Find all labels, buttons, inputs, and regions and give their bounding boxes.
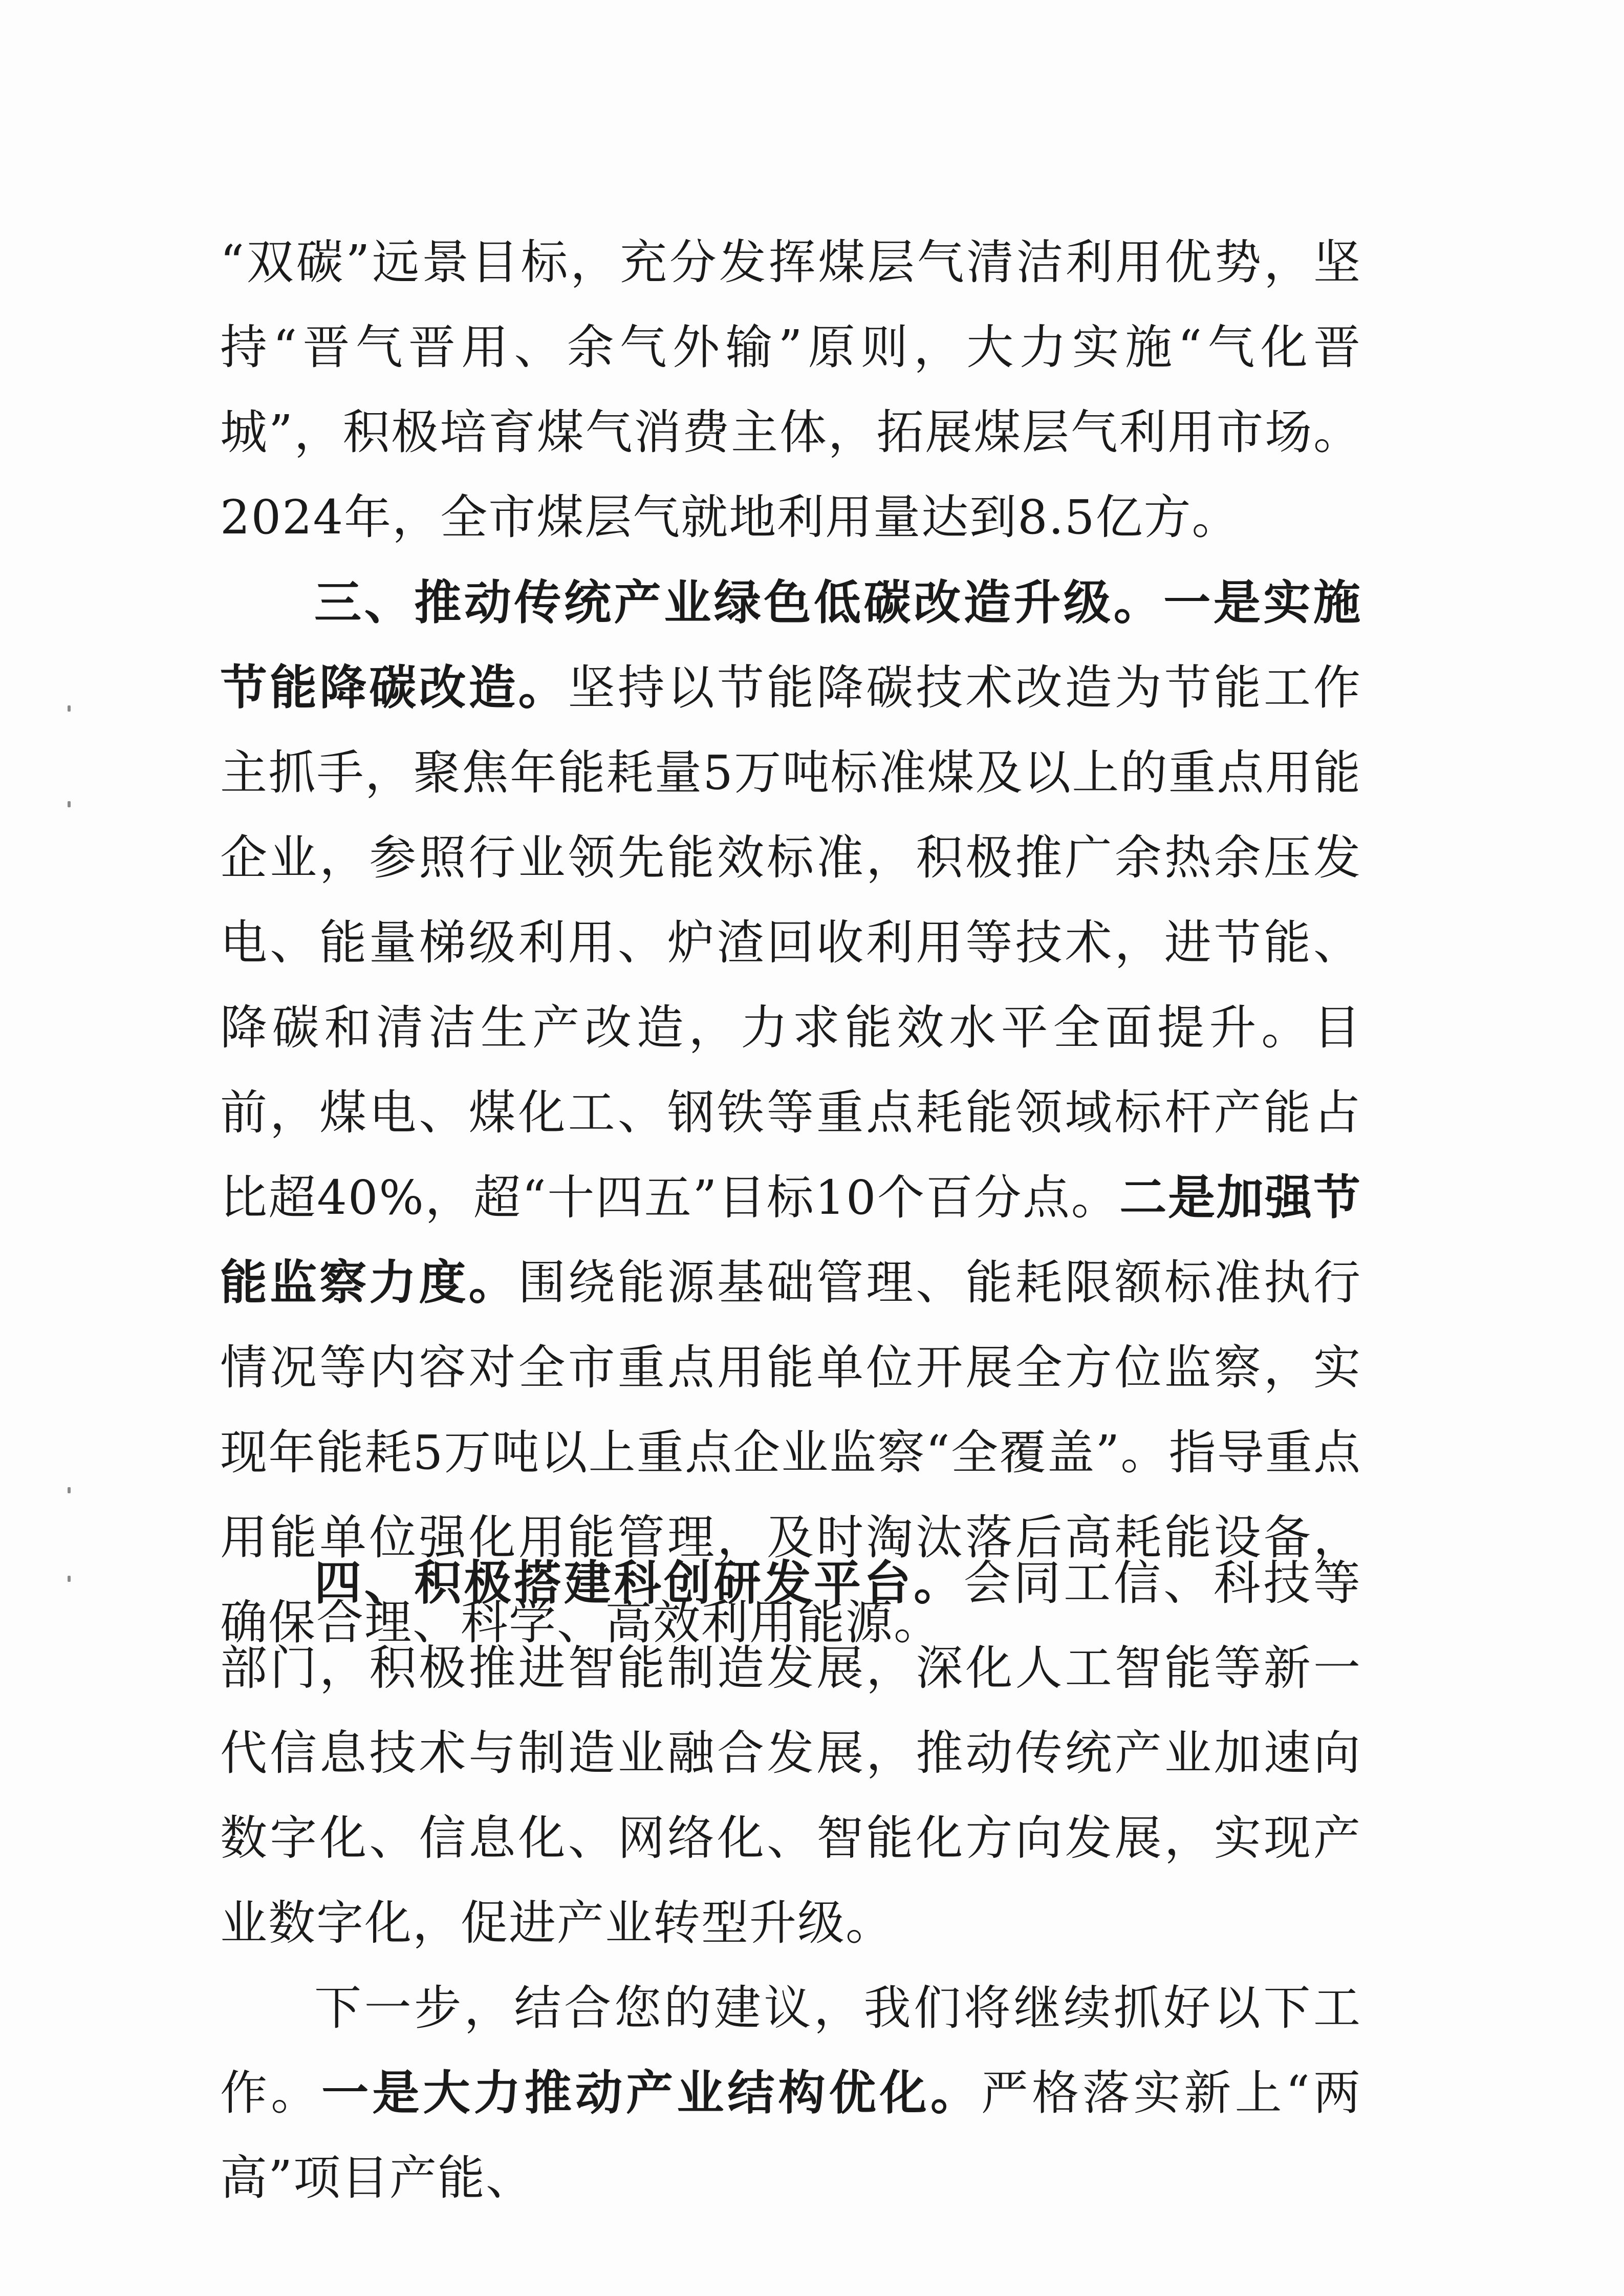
- item-label-energy-saving: 一是实施节能降碳改造。: [220, 575, 1361, 715]
- scan-speck: [68, 705, 71, 712]
- scan-speck: [68, 801, 71, 807]
- scan-speck: [68, 1576, 71, 1582]
- item-text-supervision: 围绕能源基础管理、能耗限额标准执行情况等内容对全市重点用能单位开展全方位监察，实现年能耗5万吨以上重点企业监察“全覆盖”。指导重点用能单位强化用能管理，及时淘汰落后高耗能设备，确保合理、科学、高效利用能源。: [220, 1255, 1361, 1650]
- item-text-energy-saving: 坚持以节能降碳技术改造为节能工作主抓手，聚焦年能耗量5万吨标准煤及以上的重点用能企业，参照行业领先能效标准，积极推广余热余压发电、能量梯级利用、炉渣回收利用等技术，进节能、降碳和清洁生产改造，力求能效水平全面提升。目前，煤电、煤化工、钢铁等重点耗能领域标杆产能占比超40%，超“十四五”目标10个百分点。: [220, 660, 1361, 1225]
- paragraph-text: “双碳”远景目标，充分发挥煤层气清洁利用优势，坚持“晋气晋用、余气外输”原则，大力实施“气化晋城”，积极培育煤气消费主体，拓展煤层气利用市场。2024年，全市煤层气就地利用量达到8.5亿方。: [220, 235, 1361, 545]
- paragraph-coalbed-methane: [220, 220, 1361, 560]
- item-label-industrial-structure: 一是大力推动产业结构优化。: [321, 2066, 982, 2120]
- paragraph-rd-platform: [220, 1541, 1361, 1966]
- section-heading-3: 三、推动传统产业绿色低碳改造升级。: [314, 575, 1164, 630]
- section-heading-4: 四、积极搭建科创研发平台。: [314, 1556, 964, 1611]
- paragraph-green-upgrade: [220, 561, 1361, 1665]
- item-label-supervision: 二是加强节能监察力度。: [220, 1170, 1361, 1310]
- scan-speck: [68, 1487, 71, 1493]
- paragraph-text: 会同工信、科技等部门，积极推进智能制造发展，深化人工智能等新一代信息技术与制造业融合发展，推动传统产业加速向数字化、信息化、网络化、智能化方向发展，实现产业数字化，促进产业转型升级。: [220, 1556, 1361, 1950]
- paragraph-text: 下一步，结合您的建议，我们将继续抓好以下工作。: [220, 1981, 1361, 2120]
- item-text-industrial-structure: 严格落实新上“两高”项目产能、: [220, 2066, 1361, 2205]
- paragraph-next-steps: [220, 1966, 1361, 2221]
